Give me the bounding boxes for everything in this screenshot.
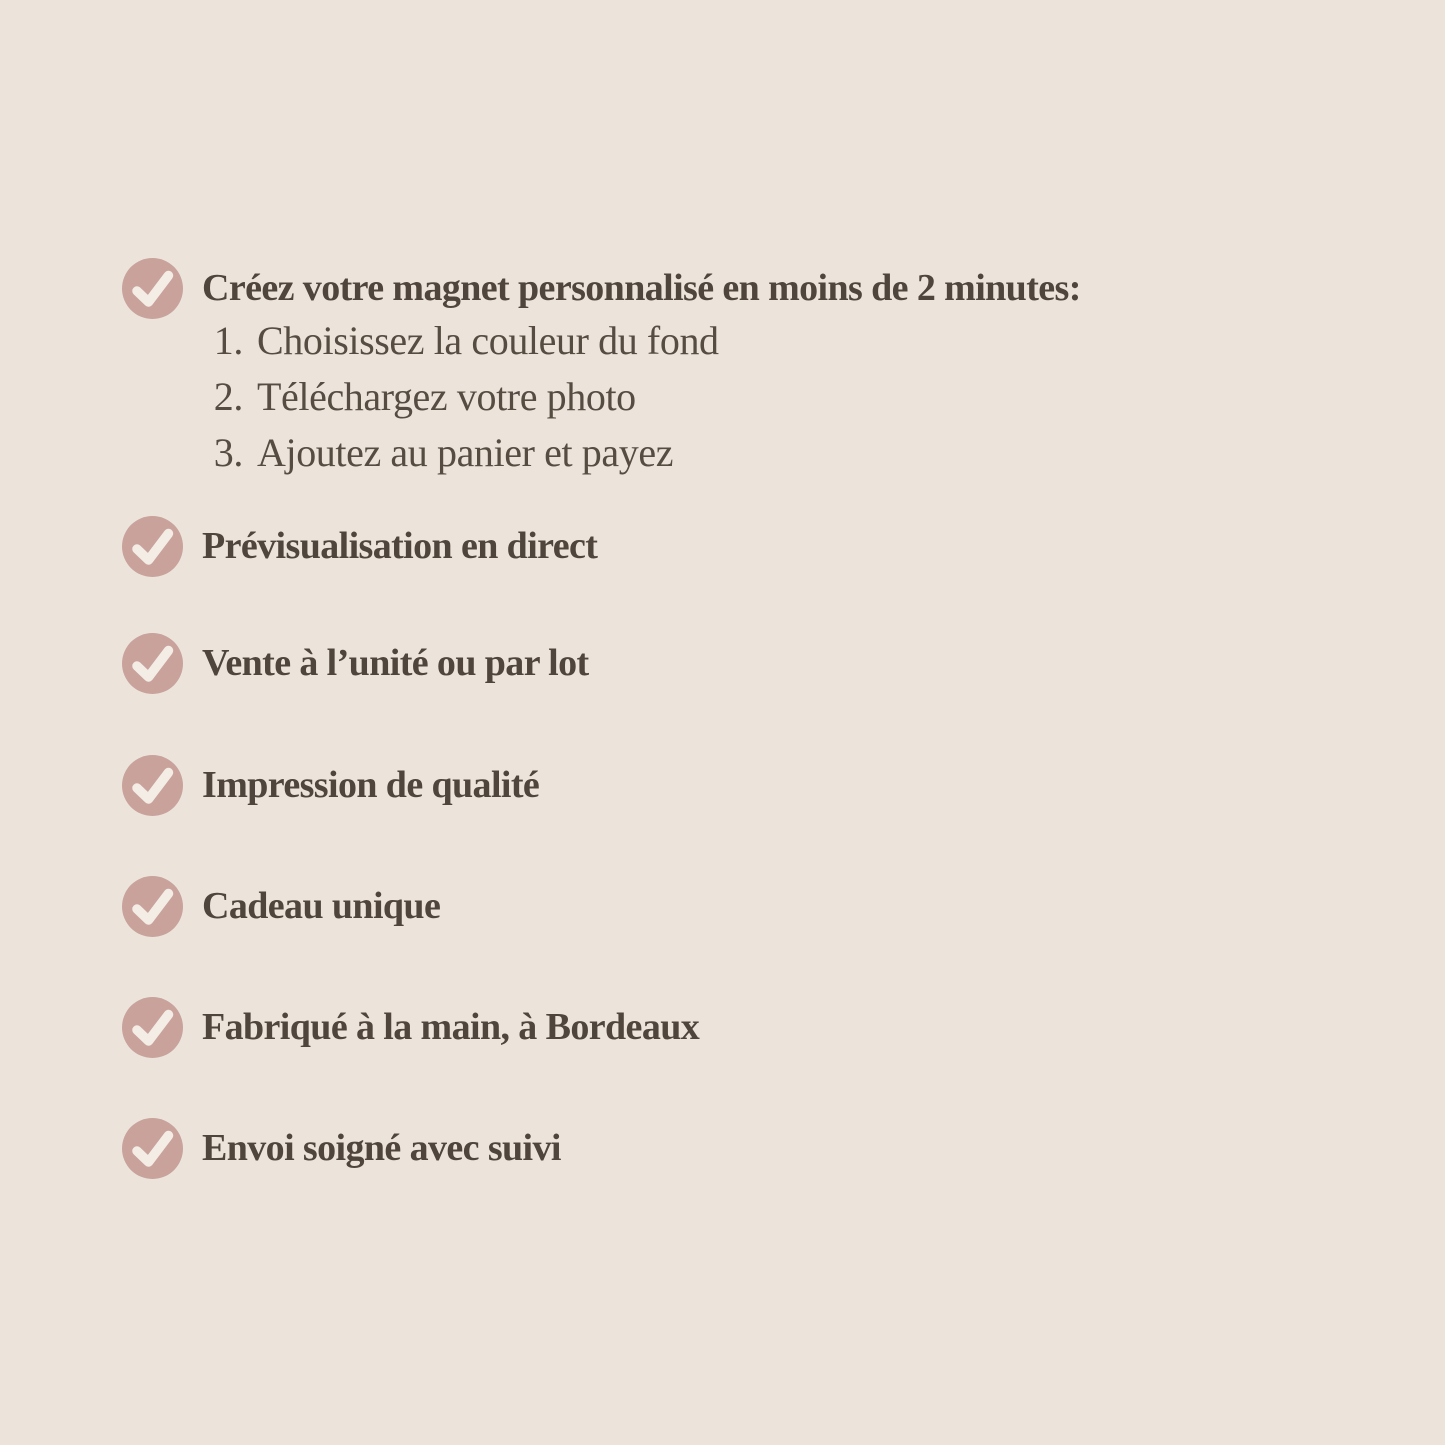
substep-number: 1. — [213, 317, 243, 363]
ordered-substeps — [206, 312, 719, 480]
check-icon — [122, 876, 183, 937]
substep-text: Téléchargez votre photo — [257, 373, 636, 419]
substep-upload-photo — [206, 368, 719, 424]
feature-label: Créez votre magnet personnalisé en moins de 2 minutes: — [202, 267, 1081, 309]
feature-item-unit-or-lot — [122, 632, 589, 694]
feature-label: Impression de qualité — [202, 764, 540, 806]
feature-label: Fabriqué à la main, à Bordeaux — [202, 1006, 700, 1048]
feature-item-live-preview — [122, 515, 597, 577]
feature-item-print-quality — [122, 754, 539, 816]
feature-item-unique-gift — [122, 875, 440, 937]
check-icon — [122, 997, 183, 1058]
feature-label: Prévisualisation en direct — [202, 525, 598, 567]
substep-text: Ajoutez au panier et payez — [257, 429, 674, 475]
feature-item-handmade-bordeaux — [122, 996, 699, 1058]
check-icon — [122, 516, 183, 577]
check-icon — [122, 258, 183, 319]
feature-label: Envoi soigné avec suivi — [202, 1127, 561, 1169]
substep-text: Choisissez la couleur du fond — [257, 317, 719, 363]
substep-number: 2. — [213, 373, 243, 419]
check-icon — [122, 1118, 183, 1179]
substep-add-to-cart — [206, 424, 719, 480]
feature-label: Cadeau unique — [202, 885, 441, 927]
substep-number: 3. — [213, 429, 243, 475]
check-icon — [122, 755, 183, 816]
check-icon — [122, 633, 183, 694]
feature-item-create — [122, 257, 1081, 319]
substep-choose-color — [206, 312, 719, 368]
feature-label: Vente à l’unité ou par lot — [202, 642, 589, 684]
feature-item-tracked-shipping — [122, 1117, 561, 1179]
